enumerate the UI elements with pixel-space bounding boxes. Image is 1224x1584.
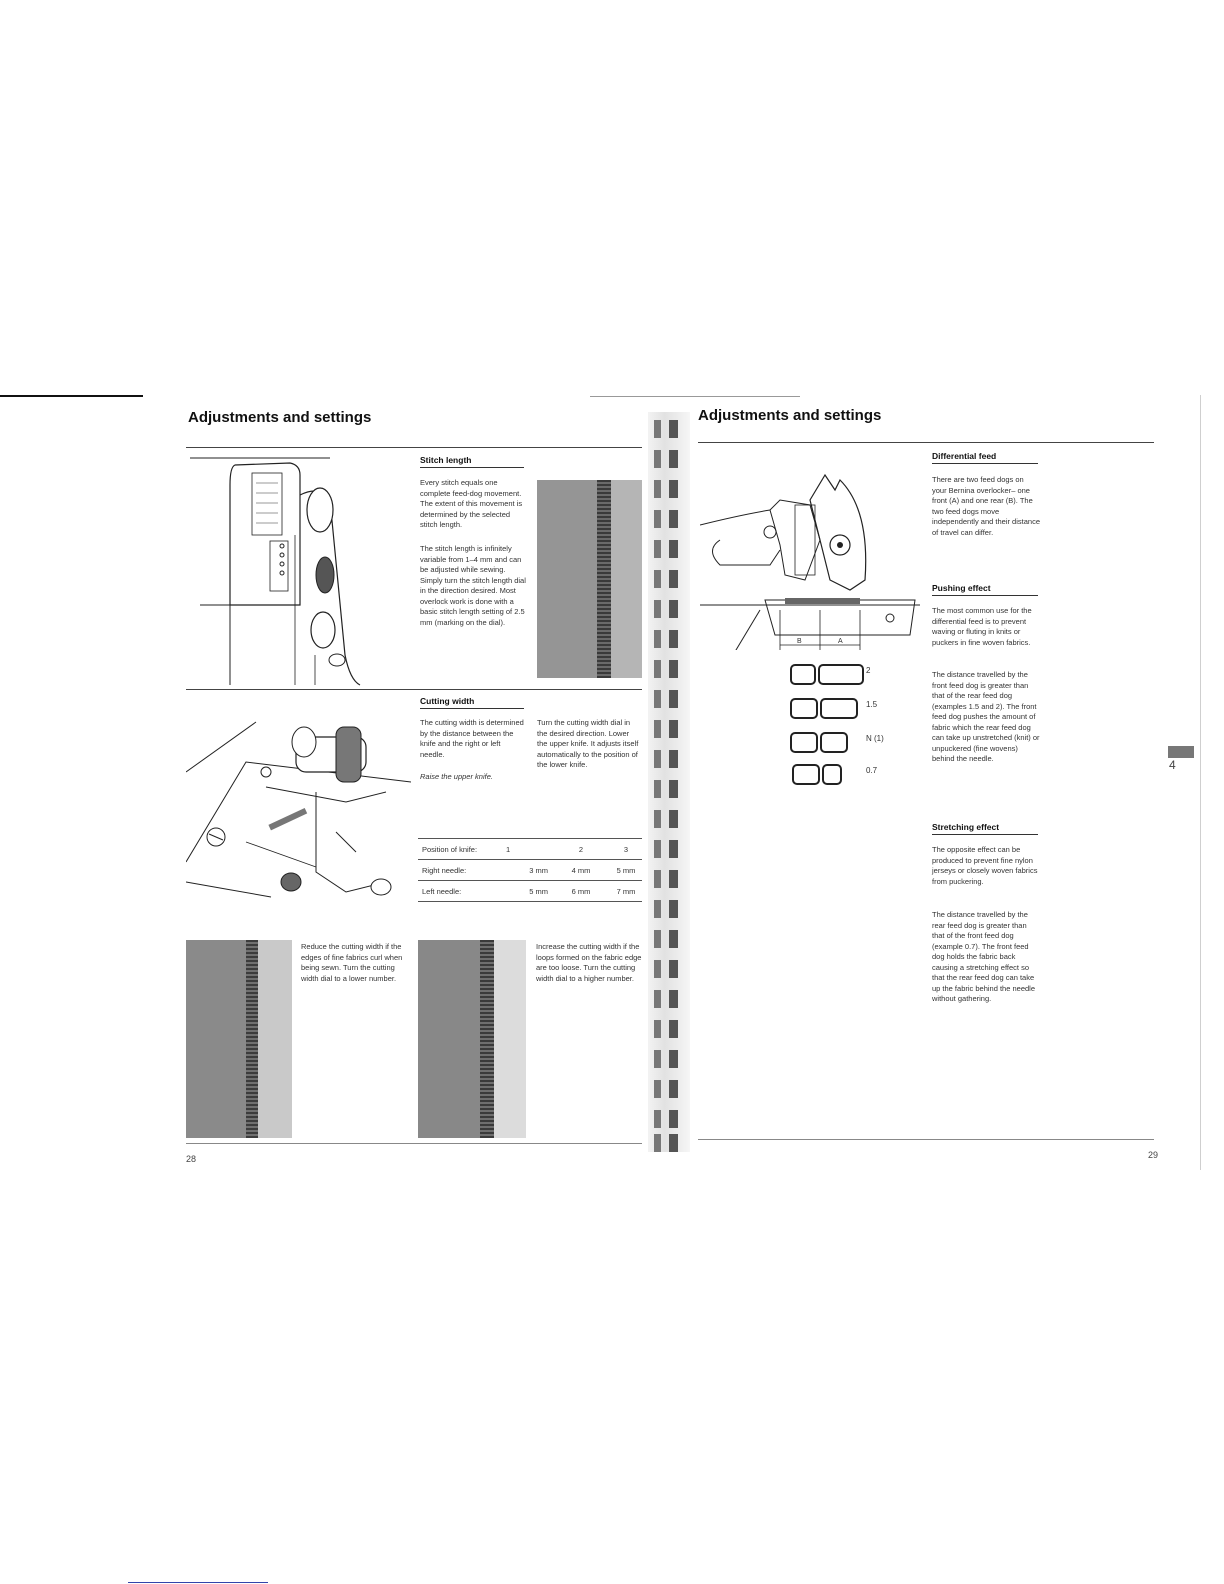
feed-setting-label: N (1) (866, 734, 884, 743)
feed-setting-row (790, 728, 910, 752)
feed-setting-row (790, 760, 910, 784)
spiral-binding (648, 412, 690, 1152)
front-feed-dog-icon (820, 698, 858, 719)
rear-feed-dog-icon (790, 732, 818, 753)
diagram-label-a: A (838, 638, 843, 645)
right-title-rule (698, 442, 1154, 443)
stretching-effect-para1: The opposite effect can be produced to prevent fine nylon jerseys or closely woven fabrics from puckering. (932, 845, 1038, 886)
differential-feed-heading: Differential feed (932, 451, 1038, 464)
binding-ring (654, 960, 682, 978)
cutting-width-para2: Turn the cutting width dial in the desired direction. Lower the upper knife. It adjusts itself automatically to the position of the lower knife. (537, 718, 639, 769)
loose-loops-fabric-photo (418, 940, 526, 1138)
table-cell: Right needle: (418, 860, 502, 881)
pushing-effect-para2: The distance travelled by the front feed dog is greater than that of the rear feed dog (examples 1.5 and 2). The front feed dog pushes the amount of fabric which the rear feed dog can take up unstretched (knit) or unpuckered (fine wovens) behind the needle. (932, 670, 1040, 763)
binding-ring (654, 540, 682, 558)
table-cell: 5 mm (610, 860, 642, 881)
table-cell: 4 mm (552, 860, 610, 881)
right-page-title: Adjustments and settings (698, 407, 882, 424)
stitch-length-para2: The stitch length is infinitely variable from 1–4 mm and can be adjusted while sewing. Simply turn the stitch length dial in the direction desired. Most overlock work is done with a basic stitch length setting of 2.5 mm (marking on the dial). (420, 544, 526, 627)
table-cell: 3 mm (502, 860, 552, 881)
top-edge-rule (590, 396, 800, 397)
differential-feed-para: There are two feed dogs on your Bernina overlocker– one front (A) and one rear (B). The two feed dogs move independently and their distance of travel can differ. (932, 475, 1040, 537)
increase-width-text: Increase the cutting width if the loops formed on the fabric edge are too loose. Turn the cutting width dial to a higher number. (536, 942, 642, 983)
binding-ring (654, 1080, 682, 1098)
bottom-link-rule (128, 1582, 268, 1583)
binding-ring (654, 660, 682, 678)
table-cell: 2 (552, 839, 610, 860)
right-bottom-rule (698, 1139, 1154, 1140)
differential-feed-illustration (700, 470, 922, 650)
front-feed-dog-icon (818, 664, 864, 685)
cutting-width-para1: The cutting width is determined by the distance between the knife and the right or left needle. (420, 718, 524, 759)
binding-ring (654, 420, 682, 438)
reduce-width-text: Reduce the cutting width if the edges of fine fabrics curl when being sewn. Turn the cutting width dial to a lower number. (301, 942, 403, 983)
rear-feed-dog-icon (790, 664, 816, 685)
curled-edge-fabric-photo (186, 940, 292, 1138)
stitch-length-sample-photo (537, 480, 642, 678)
feed-setting-row (790, 660, 910, 684)
feed-setting-label: 0.7 (866, 766, 878, 775)
table-cell: Position of knife: (418, 839, 502, 860)
left-page-number: 28 (186, 1154, 197, 1164)
cutting-width-illustration (186, 712, 411, 904)
diagram-label-b: B (797, 638, 802, 645)
cutting-width-heading: Cutting width (420, 696, 524, 709)
binding-ring (654, 840, 682, 858)
feed-setting-label: 2 (866, 666, 871, 675)
stitch-length-dial-illustration (190, 455, 412, 687)
stitch-length-heading: Stitch length (420, 455, 524, 468)
binding-ring (654, 990, 682, 1008)
pushing-effect-para1: The most common use for the differential feed is to prevent waving or fluting in knits or puckers in fine woven fabrics. (932, 606, 1032, 647)
binding-ring (654, 1134, 682, 1152)
table-cell: 5 mm (502, 881, 552, 902)
feed-setting-label: 1.5 (866, 700, 878, 709)
binding-ring (654, 1050, 682, 1068)
binding-ring (654, 1110, 682, 1128)
table-row (418, 881, 642, 902)
right-page-edge (1200, 395, 1201, 1170)
table-cell: 7 mm (610, 881, 642, 902)
table-cell: Left needle: (418, 881, 502, 902)
binding-ring (654, 600, 682, 618)
binding-ring (654, 1020, 682, 1038)
page-edge-rule (0, 395, 143, 397)
feed-settings-list (790, 660, 910, 784)
binding-ring (654, 750, 682, 768)
right-page-number: 29 (1148, 1150, 1159, 1160)
rear-feed-dog-icon (790, 698, 818, 719)
binding-ring (654, 570, 682, 588)
binding-ring (654, 900, 682, 918)
front-feed-dog-icon (822, 764, 842, 785)
table-cell: 1 (502, 839, 552, 860)
binding-ring (654, 450, 682, 468)
stitch-length-para1: Every stitch equals one complete feed-dog movement. The extent of this movement is determined by the selected stitch length. (420, 478, 523, 529)
binding-ring (654, 930, 682, 948)
pushing-effect-heading: Pushing effect (932, 583, 1038, 596)
stretching-effect-heading: Stretching effect (932, 822, 1038, 835)
table-cell: 6 mm (552, 881, 610, 902)
knife-position-table (418, 838, 642, 902)
left-page-title: Adjustments and settings (188, 409, 372, 426)
table-row (418, 860, 642, 881)
front-feed-dog-icon (820, 732, 848, 753)
binding-ring (654, 480, 682, 498)
left-title-rule (186, 447, 642, 448)
binding-ring (654, 810, 682, 828)
binding-ring (654, 780, 682, 798)
left-mid-rule (186, 689, 642, 690)
stretching-effect-para2: The distance travelled by the rear feed dog is greater than that of the front feed dog (example 0.7). The front feed dog holds the fabric back causing a stretching effect so that the rear feed dog can take up the fabric behind the needle without gathering. (932, 910, 1035, 1003)
chapter-tab-number: 4 (1169, 758, 1176, 772)
binding-ring (654, 720, 682, 738)
table-cell: 3 (610, 839, 642, 860)
binding-ring (654, 630, 682, 648)
feed-setting-row (790, 694, 910, 718)
binding-ring (654, 690, 682, 708)
cutting-width-instruction: Raise the upper knife. (420, 772, 493, 781)
binding-ring (654, 510, 682, 528)
table-row (418, 839, 642, 860)
rear-feed-dog-icon (792, 764, 820, 785)
binding-ring (654, 870, 682, 888)
chapter-tab-marker (1168, 746, 1194, 758)
left-bottom-rule (186, 1143, 642, 1144)
